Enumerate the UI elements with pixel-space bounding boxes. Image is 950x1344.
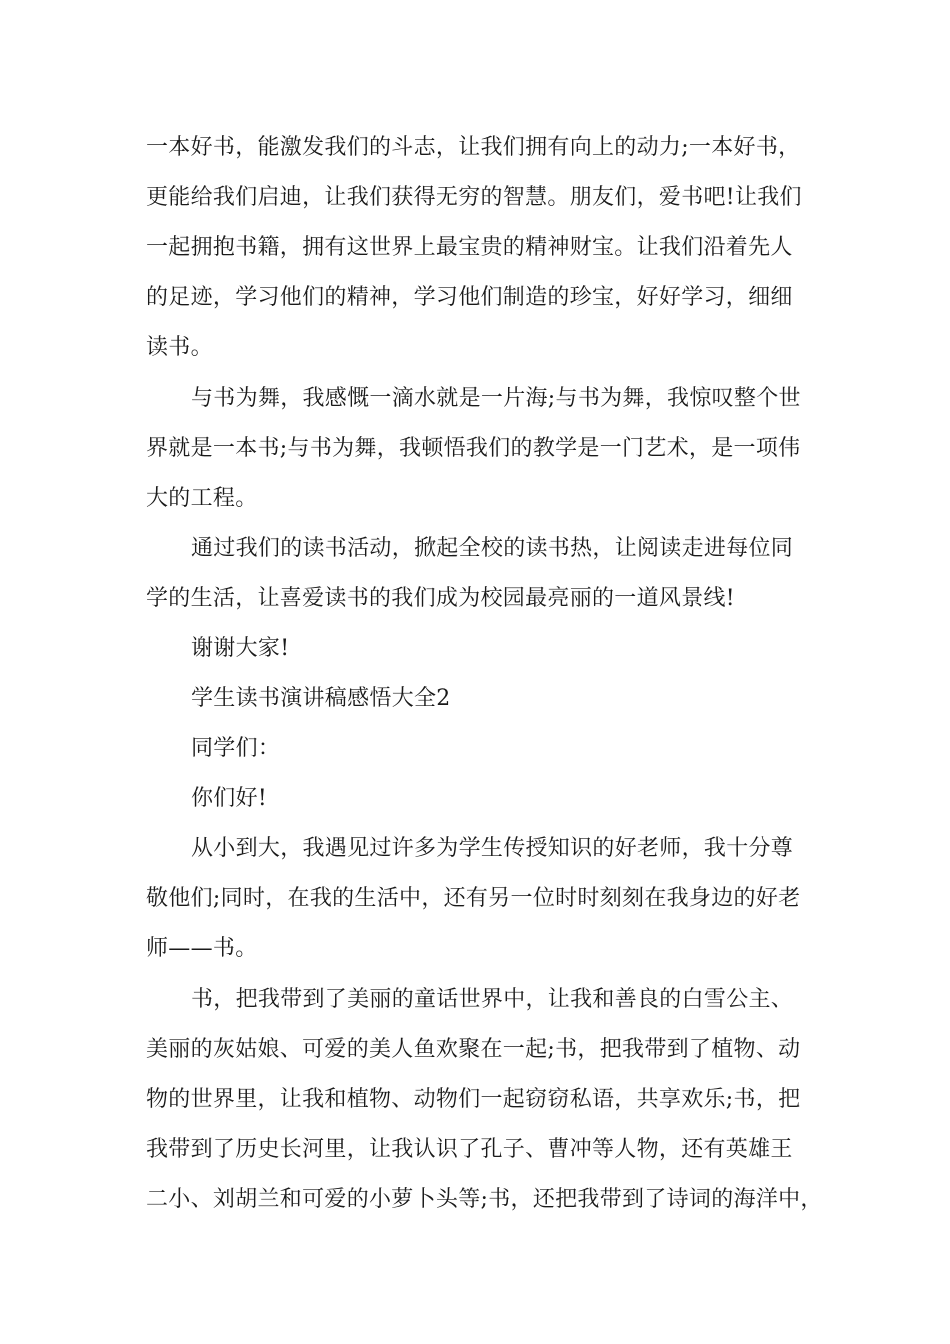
text-line: 的足迹，学习他们的精神，学习他们制造的珍宝，好好学习，细细 <box>146 285 793 310</box>
text-line: 界就是一本书;与书为舞，我顿悟我们的教学是一门艺术，是一项伟 <box>146 436 801 461</box>
text-line: 敬他们;同时，在我的生活中，还有另一位时时刻刻在我身边的好老 <box>146 886 801 911</box>
text-line: 大的工程。 <box>146 486 258 511</box>
text-line: 通过我们的读书活动，掀起全校的读书热，让阅读走进每位同 <box>191 536 794 561</box>
text-line: 物的世界里，让我和植物、动物们一起窃窃私语，共享欢乐;书，把 <box>146 1087 801 1112</box>
text-line: 书，把我带到了美丽的童话世界中，让我和善良的白雪公主、 <box>191 987 794 1012</box>
text-line: 一起拥抱书籍，拥有这世界上最宝贵的精神财宝。让我们沿着先人 <box>146 235 793 260</box>
text-line: 更能给我们启迪，让我们获得无穷的智慧。朋友们，爱书吧!让我们 <box>146 185 802 210</box>
text-line: 美丽的灰姑娘、可爱的美人鱼欢聚在一起;书，把我带到了植物、动 <box>146 1037 801 1062</box>
text-line: 学的生活，让喜爱读书的我们成为校园最亮丽的一道风景线! <box>146 586 735 611</box>
salutation: 同学们： <box>191 736 281 761</box>
text-line: 一本好书，能激发我们的斗志，让我们拥有向上的动力;一本好书， <box>146 135 801 160</box>
text-line: 与书为舞，我感慨一滴水就是一片海;与书为舞，我惊叹整个世 <box>191 386 801 411</box>
text-line: 二小、刘胡兰和可爱的小萝卜头等;书，还把我带到了诗词的海洋中， <box>146 1187 823 1212</box>
text-line: 师——书。 <box>146 936 258 961</box>
closing-line: 谢谢大家! <box>191 636 290 661</box>
section-heading: 学生读书演讲稿感悟大全2 <box>191 686 451 711</box>
text-line: 我带到了历史长河里，让我认识了孔子、曹冲等人物，还有英雄王 <box>146 1137 793 1162</box>
text-line: 读书。 <box>146 335 213 360</box>
text-line: 从小到大，我遇见过许多为学生传授知识的好老师，我十分尊 <box>191 836 794 861</box>
greeting: 你们好! <box>191 786 268 811</box>
